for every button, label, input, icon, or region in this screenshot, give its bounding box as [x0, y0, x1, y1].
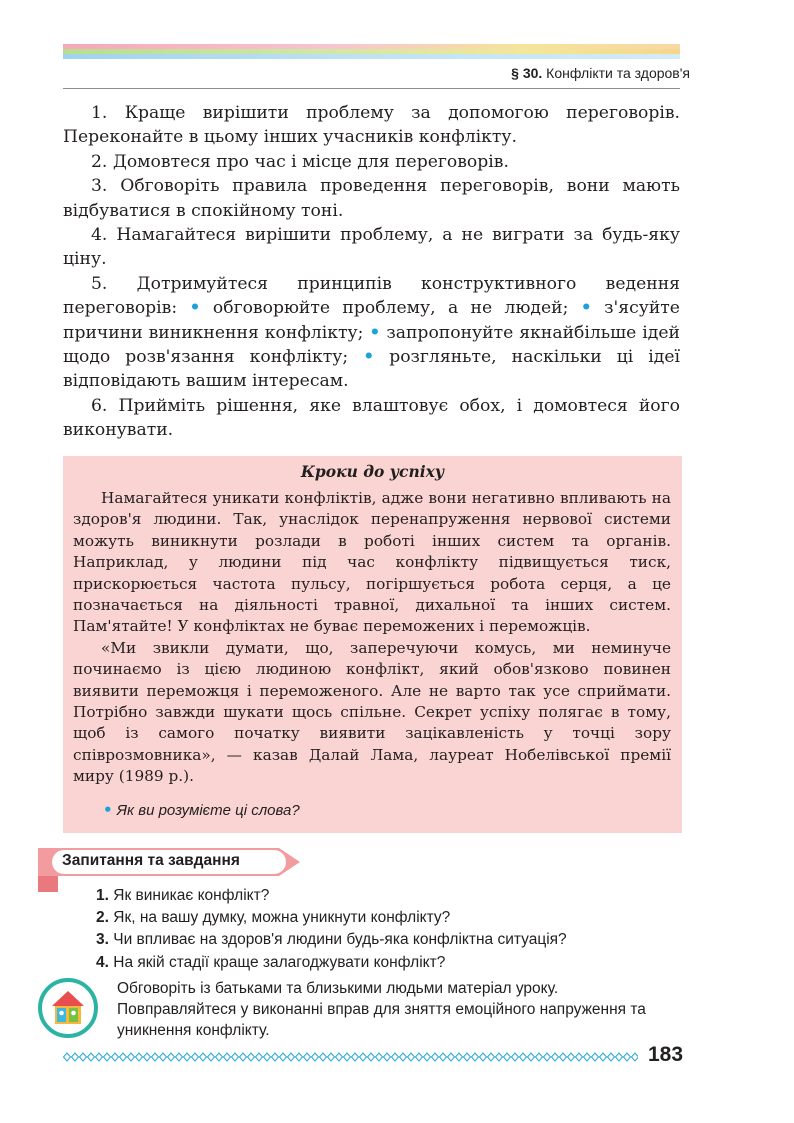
questions-list — [96, 885, 567, 974]
question-item — [96, 907, 567, 929]
stripe-blue — [63, 54, 680, 59]
question-item — [96, 929, 567, 951]
step-6: 6. Прийміть рішення, яке влаштовує обох, і домовтеся його виконувати. — [63, 395, 680, 441]
step-1: 1. Краще вирішити проблему за допомогою переговорів. Переконайте в цьому інших учасників конфлікту. — [63, 103, 680, 148]
bullet-icon: • — [369, 322, 381, 343]
success-steps-box — [63, 456, 682, 833]
negotiation-steps — [63, 101, 680, 443]
question-number: 3. — [96, 931, 109, 949]
step-5 — [63, 272, 680, 394]
question-number: 1. — [96, 887, 109, 904]
question-text: Як виникає конфлікт? — [113, 887, 270, 904]
step-3: 3. Обговоріть правила проведення переговорів, вони мають відбуватися в спокійному тоні. — [63, 176, 680, 221]
section-number: § 30. — [511, 65, 543, 81]
step-5-item: обговорюйте проблему, а не людей; — [212, 298, 569, 319]
section-title: Конфлікти та здоров'я — [546, 65, 690, 81]
running-header — [511, 65, 690, 81]
page-number: 183 — [648, 1043, 684, 1066]
question-item — [96, 885, 567, 907]
header-color-stripes — [63, 44, 680, 59]
bullet-icon: • — [189, 298, 201, 319]
step-2: 2. Домовтеся про час і місце для переговорів. — [91, 151, 509, 172]
bullet-icon: • — [580, 298, 592, 319]
box-question — [103, 801, 300, 819]
bullet-icon: • — [103, 801, 113, 819]
step-5-item: запропонуйте якнайбільше ідей щодо розв'язання конфлікту; — [63, 322, 680, 368]
step-5-intro: 5. Дотримуйтеся принципів конструктивного ведення переговорів: — [63, 273, 680, 319]
question-text: На якій стадії краще залагоджувати конфлікт? — [113, 953, 446, 971]
box-paragraph-2: «Ми звикли думати, що, заперечуючи комусь, ми неминуче починаємо із цією людиною конфлікт, який обов'язково повинен виявити переможця і переможеного. Але не варто так усе сприймати. Потрібно завжди шукати щось спільне. Секрет успіху полягає в тому, щоб із самого початку виявити зацікавленість у точці зору співрозмовника», — казав Далай Лама, лауреат Нобелівської премії миру (1989 р.). — [73, 638, 671, 786]
family-task: Обговоріть із батьками та близькими людьми матеріал уроку. Повправляйтеся у виконанні вправ для зняття емоційного напруження та уникнення конфлікту. — [117, 980, 646, 1039]
family-house-icon — [38, 978, 98, 1038]
step-5-item: з'ясуйте причини виникнення конфлікту; — [63, 298, 680, 343]
box-text — [73, 488, 671, 788]
step-4: 4. Намагайтеся вирішити проблему, а не виграти за будь-яку ціну. — [63, 225, 680, 270]
question-text: Чи впливає на здоров'я людини будь-яка конфліктна ситуація? — [113, 931, 567, 949]
header-rule — [63, 88, 680, 89]
tab-fold — [38, 876, 58, 892]
footer-ornament — [63, 1049, 638, 1063]
step-5-item: розгляньте, наскільки ці ідеї відповідають вашим інтересам. — [63, 347, 680, 392]
box-paragraph-1: Намагайтеся уникати конфліктів, адже вони негативно впливають на здоров'я людини. Так, унаслідок перенапруження нервової системи можуть виникнути розлади в роботі інших систем та органів. Наприклад, у людини під час конфлікту підвищується тиск, прискорюється частота пульсу, погіршується робота серця, а це позначається на діяльності травної, дихальної та інших систем. Пам'ятайте! У конфліктах не буває переможених і переможців. — [73, 489, 671, 636]
question-text: Як, на вашу думку, можна уникнути конфлікту? — [113, 909, 451, 927]
box-title: Кроки до успіху — [300, 462, 445, 481]
bullet-icon: • — [363, 347, 375, 368]
question-item — [96, 952, 567, 974]
box-question-text: Як ви розумієте ці слова? — [116, 802, 300, 819]
question-number: 4. — [96, 953, 109, 971]
question-number: 2. — [96, 909, 109, 927]
questions-title: Запитання та завдання — [62, 852, 240, 869]
